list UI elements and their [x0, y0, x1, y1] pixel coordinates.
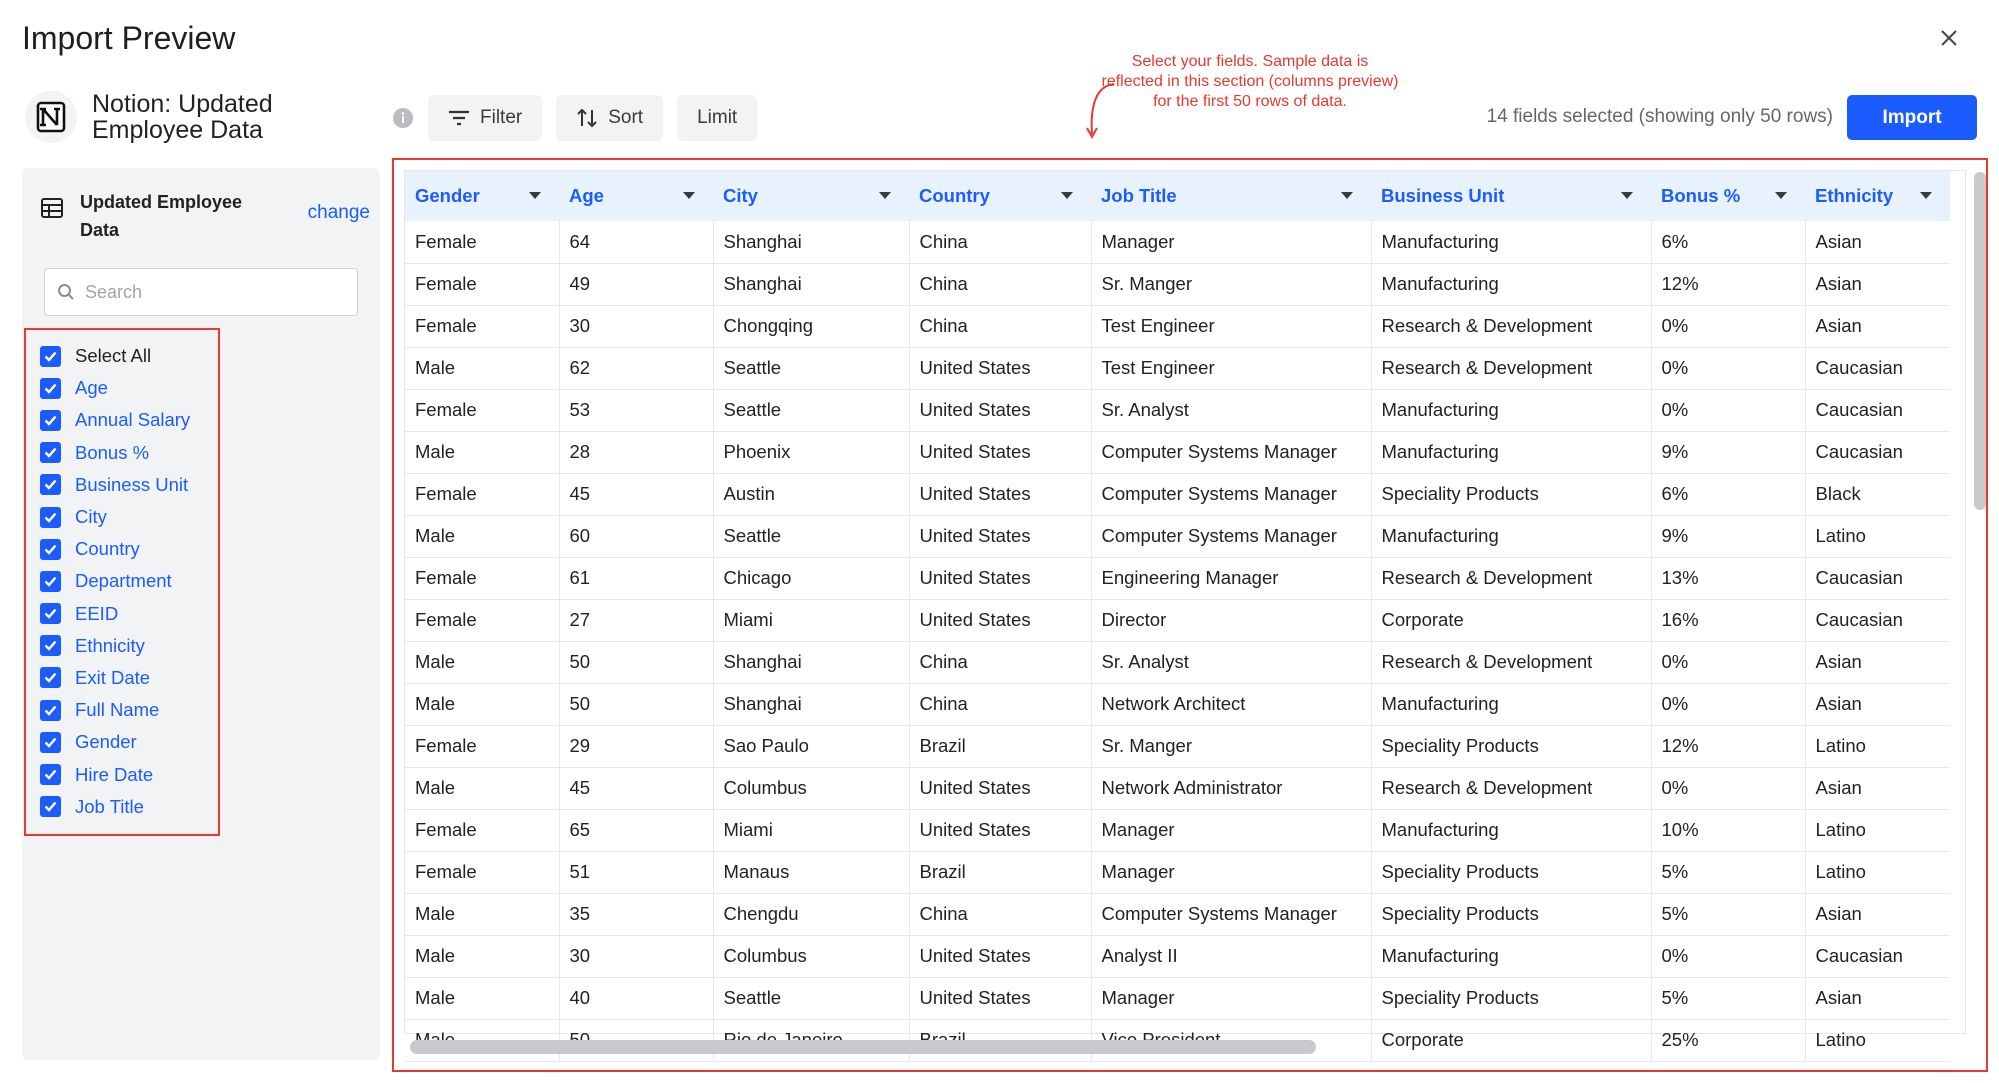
- column-header[interactable]: [909, 171, 1091, 221]
- table-cell: Female: [405, 851, 559, 893]
- field-item[interactable]: [40, 372, 218, 404]
- table-cell: Asian: [1805, 893, 1950, 935]
- table-cell: Engineering Manager: [1091, 557, 1371, 599]
- table-body: [405, 221, 1950, 1061]
- table-cell: Caucasian: [1805, 389, 1950, 431]
- table-cell: Seattle: [713, 347, 909, 389]
- table-cell: Caucasian: [1805, 599, 1950, 641]
- field-item[interactable]: [40, 694, 218, 726]
- table-cell: 25%: [1651, 1019, 1805, 1061]
- column-header-label: Bonus %: [1661, 185, 1741, 206]
- field-label: Gender: [75, 731, 137, 753]
- check-icon: [43, 477, 58, 492]
- table-cell: Sr. Manger: [1091, 725, 1371, 767]
- preview-table: [405, 171, 1950, 1062]
- column-header-label: Gender: [415, 185, 480, 206]
- field-label: Department: [75, 570, 172, 592]
- field-item[interactable]: [40, 630, 218, 662]
- fields-sidebar: [22, 168, 380, 1060]
- table-icon: [40, 196, 64, 220]
- table-cell: Male: [405, 431, 559, 473]
- table-cell: Seattle: [713, 389, 909, 431]
- table-cell: Speciality Products: [1371, 851, 1651, 893]
- field-label: Annual Salary: [75, 409, 191, 431]
- table-cell: Chengdu: [713, 893, 909, 935]
- table-header-row: [405, 171, 1950, 221]
- column-header[interactable]: [1651, 171, 1805, 221]
- table-cell: 0%: [1651, 641, 1805, 683]
- checkbox[interactable]: [40, 474, 61, 495]
- table-cell: United States: [909, 389, 1091, 431]
- table-cell: Computer Systems Manager: [1091, 473, 1371, 515]
- sidebar-title: Updated Employee Data: [80, 192, 243, 240]
- table-cell: 60: [559, 515, 713, 557]
- field-label: Select All: [75, 345, 152, 367]
- vertical-scrollbar[interactable]: [1974, 172, 1986, 1032]
- checkbox[interactable]: [40, 796, 61, 817]
- table-cell: China: [909, 893, 1091, 935]
- table-cell: 6%: [1651, 473, 1805, 515]
- table-cell: Speciality Products: [1371, 473, 1651, 515]
- table-cell: Manager: [1091, 221, 1371, 263]
- field-item[interactable]: [40, 501, 218, 533]
- column-header[interactable]: [405, 171, 559, 221]
- table-cell: Computer Systems Manager: [1091, 515, 1371, 557]
- field-checklist: [24, 328, 220, 836]
- table-cell: 62: [559, 347, 713, 389]
- table-cell: Female: [405, 221, 559, 263]
- table-cell: Female: [405, 473, 559, 515]
- table-cell: Black: [1805, 473, 1950, 515]
- table-cell: Columbus: [713, 935, 909, 977]
- notion-logo-icon: [24, 90, 78, 144]
- sort-button[interactable]: [556, 95, 663, 141]
- checkbox[interactable]: [40, 732, 61, 753]
- table-cell: 30: [559, 935, 713, 977]
- check-icon: [43, 574, 58, 589]
- table-cell: Sr. Analyst: [1091, 389, 1371, 431]
- table-cell: United States: [909, 599, 1091, 641]
- filter-label: Filter: [480, 107, 523, 128]
- table-cell: Research & Development: [1371, 557, 1651, 599]
- table-cell: Female: [405, 557, 559, 599]
- limit-button[interactable]: [677, 95, 757, 141]
- table-cell: 0%: [1651, 935, 1805, 977]
- caret-down-icon[interactable]: [1920, 192, 1932, 199]
- table-cell: 45: [559, 767, 713, 809]
- checkbox[interactable]: [40, 442, 61, 463]
- search-input[interactable]: [85, 282, 335, 303]
- table-row: [405, 809, 1950, 851]
- check-icon: [43, 735, 58, 750]
- table-cell: Phoenix: [713, 431, 909, 473]
- table-cell: Latino: [1805, 725, 1950, 767]
- table-cell: 50: [559, 641, 713, 683]
- table-cell: Chongqing: [713, 305, 909, 347]
- table-cell: Asian: [1805, 767, 1950, 809]
- table-cell: United States: [909, 935, 1091, 977]
- table-cell: Manufacturing: [1371, 809, 1651, 851]
- table-cell: 30: [559, 305, 713, 347]
- check-icon: [43, 542, 58, 557]
- checkbox[interactable]: [40, 635, 61, 656]
- table-cell: Female: [405, 305, 559, 347]
- checkbox[interactable]: [40, 571, 61, 592]
- check-icon: [43, 413, 58, 428]
- field-item[interactable]: [40, 437, 218, 469]
- checkbox[interactable]: [40, 378, 61, 399]
- horizontal-scroll-thumb[interactable]: [410, 1040, 1316, 1054]
- table-cell: Chicago: [713, 557, 909, 599]
- caret-down-icon[interactable]: [1775, 192, 1787, 199]
- field-item[interactable]: [40, 726, 218, 758]
- table-cell: 65: [559, 809, 713, 851]
- table-cell: China: [909, 263, 1091, 305]
- table-cell: Sr. Manger: [1091, 263, 1371, 305]
- table-cell: Asian: [1805, 641, 1950, 683]
- search-icon: [57, 283, 75, 301]
- table-cell: Sao Paulo: [713, 725, 909, 767]
- info-icon[interactable]: [392, 107, 414, 129]
- table-cell: Female: [405, 263, 559, 305]
- table-cell: Analyst II: [1091, 935, 1371, 977]
- vertical-scroll-thumb[interactable]: [1974, 172, 1986, 510]
- caret-down-icon[interactable]: [1341, 192, 1353, 199]
- table-cell: Corporate: [1371, 1019, 1651, 1061]
- checkbox[interactable]: [40, 346, 61, 367]
- table-cell: Manufacturing: [1371, 935, 1651, 977]
- table-cell: 35: [559, 893, 713, 935]
- column-header[interactable]: [1371, 171, 1651, 221]
- table-cell: Manufacturing: [1371, 431, 1651, 473]
- table-cell: Asian: [1805, 305, 1950, 347]
- check-icon: [43, 638, 58, 653]
- toolbar: [392, 95, 771, 141]
- table-cell: Female: [405, 599, 559, 641]
- table-cell: Latino: [1805, 1019, 1950, 1061]
- table-cell: United States: [909, 347, 1091, 389]
- table-cell: 29: [559, 725, 713, 767]
- table-cell: 12%: [1651, 263, 1805, 305]
- table-cell: 64: [559, 221, 713, 263]
- table-cell: United States: [909, 473, 1091, 515]
- table-cell: Asian: [1805, 263, 1950, 305]
- table-cell: Research & Development: [1371, 767, 1651, 809]
- table-row: [405, 221, 1950, 263]
- table-cell: Asian: [1805, 683, 1950, 725]
- table-cell: Research & Development: [1371, 641, 1651, 683]
- horizontal-scrollbar[interactable]: [410, 1040, 1962, 1054]
- field-label: Business Unit: [75, 473, 189, 495]
- table-cell: Shanghai: [713, 263, 909, 305]
- import-button[interactable]: Import: [1847, 95, 1977, 140]
- fields-selected-status: 14 fields selected (showing only 50 rows): [1486, 106, 1833, 127]
- table-cell: 50: [559, 683, 713, 725]
- table-cell: Female: [405, 725, 559, 767]
- table-cell: Manufacturing: [1371, 263, 1651, 305]
- table-cell: 53: [559, 389, 713, 431]
- field-label: Exit Date: [75, 666, 151, 688]
- sort-icon: [576, 107, 598, 129]
- column-header-label: Job Title: [1101, 185, 1177, 206]
- table-cell: Corporate: [1371, 599, 1651, 641]
- table-cell: Manaus: [713, 851, 909, 893]
- table-cell: 27: [559, 599, 713, 641]
- field-label: Bonus %: [75, 441, 150, 463]
- table-cell: Male: [405, 893, 559, 935]
- change-source-link[interactable]: change: [307, 202, 370, 223]
- table-cell: 0%: [1651, 683, 1805, 725]
- dialog-title: Import Preview: [22, 20, 236, 56]
- table-cell: 45: [559, 473, 713, 515]
- table-cell: United States: [909, 809, 1091, 851]
- sort-label: Sort: [608, 107, 644, 128]
- checkbox[interactable]: [40, 667, 61, 688]
- table-cell: Computer Systems Manager: [1091, 893, 1371, 935]
- filter-icon: [448, 109, 470, 127]
- field-item[interactable]: [40, 469, 218, 501]
- column-header-label: Country: [919, 185, 990, 206]
- table-cell: Network Administrator: [1091, 767, 1371, 809]
- table-row: [405, 767, 1950, 809]
- table-cell: Caucasian: [1805, 557, 1950, 599]
- check-icon: [43, 510, 58, 525]
- check-icon: [43, 606, 58, 621]
- table-cell: 40: [559, 977, 713, 1019]
- table-cell: 5%: [1651, 893, 1805, 935]
- close-icon: [1939, 28, 1959, 48]
- table-cell: Latino: [1805, 809, 1950, 851]
- table-cell: Male: [405, 977, 559, 1019]
- table-cell: China: [909, 305, 1091, 347]
- table-cell: 0%: [1651, 389, 1805, 431]
- column-header[interactable]: [1805, 171, 1950, 221]
- table-cell: 51: [559, 851, 713, 893]
- table-cell: 28: [559, 431, 713, 473]
- table-cell: Research & Development: [1371, 347, 1651, 389]
- table-cell: Seattle: [713, 515, 909, 557]
- table-cell: China: [909, 641, 1091, 683]
- table-cell: Brazil: [909, 851, 1091, 893]
- field-item[interactable]: [40, 791, 218, 823]
- select-all-checkbox[interactable]: [40, 340, 218, 372]
- table-cell: Test Engineer: [1091, 305, 1371, 347]
- table-row: [405, 557, 1950, 599]
- table-cell: 12%: [1651, 725, 1805, 767]
- table-cell: Female: [405, 809, 559, 851]
- table-row: [405, 725, 1950, 767]
- table-cell: Austin: [713, 473, 909, 515]
- table-cell: Research & Development: [1371, 305, 1651, 347]
- table-cell: China: [909, 221, 1091, 263]
- caret-down-icon[interactable]: [1061, 192, 1073, 199]
- table-cell: Male: [405, 347, 559, 389]
- table-cell: Miami: [713, 809, 909, 851]
- table-cell: Caucasian: [1805, 347, 1950, 389]
- column-header[interactable]: [713, 171, 909, 221]
- table-cell: Asian: [1805, 221, 1950, 263]
- table-cell: 10%: [1651, 809, 1805, 851]
- field-label: Country: [75, 538, 140, 560]
- field-item[interactable]: [40, 565, 218, 597]
- table-cell: 13%: [1651, 557, 1805, 599]
- table-cell: 6%: [1651, 221, 1805, 263]
- caret-down-icon[interactable]: [683, 192, 695, 199]
- caret-down-icon[interactable]: [1621, 192, 1633, 199]
- column-header-label: Age: [569, 185, 604, 206]
- field-item[interactable]: [40, 404, 218, 436]
- table-cell: Manager: [1091, 851, 1371, 893]
- field-label: Hire Date: [75, 763, 154, 785]
- table-row: [405, 389, 1950, 431]
- table-cell: United States: [909, 431, 1091, 473]
- sidebar-header: [40, 188, 370, 244]
- table-cell: Male: [405, 515, 559, 557]
- preview-table-container: [404, 170, 1966, 1050]
- table-cell: Male: [405, 767, 559, 809]
- columns-preview: [392, 158, 1988, 1072]
- close-button[interactable]: [1931, 20, 1967, 56]
- table-cell: Shanghai: [713, 683, 909, 725]
- field-item[interactable]: [40, 533, 218, 565]
- check-icon: [43, 381, 58, 396]
- table-cell: 5%: [1651, 851, 1805, 893]
- table-row: [405, 305, 1950, 347]
- table-cell: Seattle: [713, 977, 909, 1019]
- field-item[interactable]: [40, 598, 218, 630]
- table-cell: 0%: [1651, 305, 1805, 347]
- table-cell: Manufacturing: [1371, 683, 1651, 725]
- table-cell: 0%: [1651, 347, 1805, 389]
- table-cell: Male: [405, 935, 559, 977]
- table-cell: 5%: [1651, 977, 1805, 1019]
- column-header-label: Ethnicity: [1815, 185, 1894, 206]
- table-cell: Shanghai: [713, 221, 909, 263]
- checkbox[interactable]: [40, 603, 61, 624]
- table-cell: Columbus: [713, 767, 909, 809]
- table-cell: United States: [909, 557, 1091, 599]
- filter-button[interactable]: [428, 95, 542, 141]
- table-row: [405, 473, 1950, 515]
- table-row: [405, 347, 1950, 389]
- table-cell: Shanghai: [713, 641, 909, 683]
- column-header[interactable]: [559, 171, 713, 221]
- table-cell: Manufacturing: [1371, 515, 1651, 557]
- table-cell: Male: [405, 641, 559, 683]
- source-name: Notion: Updated Employee Data: [92, 90, 273, 144]
- checkbox[interactable]: [40, 700, 61, 721]
- table-cell: 61: [559, 557, 713, 599]
- caret-down-icon[interactable]: [529, 192, 541, 199]
- table-row: [405, 851, 1950, 893]
- table-row: [405, 263, 1950, 305]
- field-label: Full Name: [75, 699, 160, 721]
- table-cell: 0%: [1651, 767, 1805, 809]
- check-icon: [43, 445, 58, 460]
- limit-label: Limit: [697, 107, 738, 128]
- table-row: [405, 641, 1950, 683]
- check-icon: [43, 670, 58, 685]
- check-icon: [43, 767, 58, 782]
- field-label: Ethnicity: [75, 634, 145, 656]
- table-cell: Sr. Analyst: [1091, 641, 1371, 683]
- annotation-arrow-icon: [1082, 80, 1122, 142]
- checkbox[interactable]: [40, 764, 61, 785]
- table-cell: Director: [1091, 599, 1371, 641]
- field-label: EEID: [75, 602, 119, 624]
- table-cell: Female: [405, 389, 559, 431]
- table-row: [405, 977, 1950, 1019]
- table-row: [405, 935, 1950, 977]
- table-cell: United States: [909, 767, 1091, 809]
- checkbox[interactable]: [40, 539, 61, 560]
- table-row: [405, 893, 1950, 935]
- field-item[interactable]: [40, 758, 218, 790]
- table-cell: Caucasian: [1805, 431, 1950, 473]
- table-cell: Manufacturing: [1371, 389, 1651, 431]
- checkbox[interactable]: [40, 507, 61, 528]
- column-header-label: City: [723, 185, 758, 206]
- table-cell: Manufacturing: [1371, 221, 1651, 263]
- table-cell: Network Architect: [1091, 683, 1371, 725]
- table-cell: United States: [909, 977, 1091, 1019]
- table-cell: Test Engineer: [1091, 347, 1371, 389]
- table-cell: China: [909, 683, 1091, 725]
- table-cell: Latino: [1805, 515, 1950, 557]
- table-cell: 9%: [1651, 515, 1805, 557]
- table-cell: Asian: [1805, 977, 1950, 1019]
- annotation-note: Select your fields. Sample data is reflected in this section (columns preview) for the first 50 rows of data.: [1101, 53, 1399, 110]
- field-search: [44, 268, 358, 316]
- table-cell: 49: [559, 263, 713, 305]
- field-label: City: [75, 506, 107, 528]
- table-row: [405, 683, 1950, 725]
- checkbox[interactable]: [40, 410, 61, 431]
- caret-down-icon[interactable]: [879, 192, 891, 199]
- table-cell: Latino: [1805, 851, 1950, 893]
- check-icon: [43, 349, 58, 364]
- table-cell: Manager: [1091, 977, 1371, 1019]
- table-cell: 9%: [1651, 431, 1805, 473]
- table-cell: Computer Systems Manager: [1091, 431, 1371, 473]
- check-icon: [43, 799, 58, 814]
- table-cell: Speciality Products: [1371, 977, 1651, 1019]
- column-header-label: Business Unit: [1381, 185, 1505, 206]
- field-item[interactable]: [40, 662, 218, 694]
- data-source: [24, 90, 312, 144]
- table-cell: Speciality Products: [1371, 893, 1651, 935]
- table-cell: United States: [909, 515, 1091, 557]
- field-label: Age: [75, 377, 108, 399]
- table-cell: Speciality Products: [1371, 725, 1651, 767]
- table-row: [405, 515, 1950, 557]
- field-label: Job Title: [75, 795, 144, 817]
- table-cell: Male: [405, 683, 559, 725]
- table-cell: Caucasian: [1805, 935, 1950, 977]
- table-cell: Brazil: [909, 725, 1091, 767]
- table-cell: Manager: [1091, 809, 1371, 851]
- table-cell: 16%: [1651, 599, 1805, 641]
- column-header[interactable]: [1091, 171, 1371, 221]
- table-cell: Miami: [713, 599, 909, 641]
- check-icon: [43, 703, 58, 718]
- table-row: [405, 599, 1950, 641]
- table-row: [405, 431, 1950, 473]
